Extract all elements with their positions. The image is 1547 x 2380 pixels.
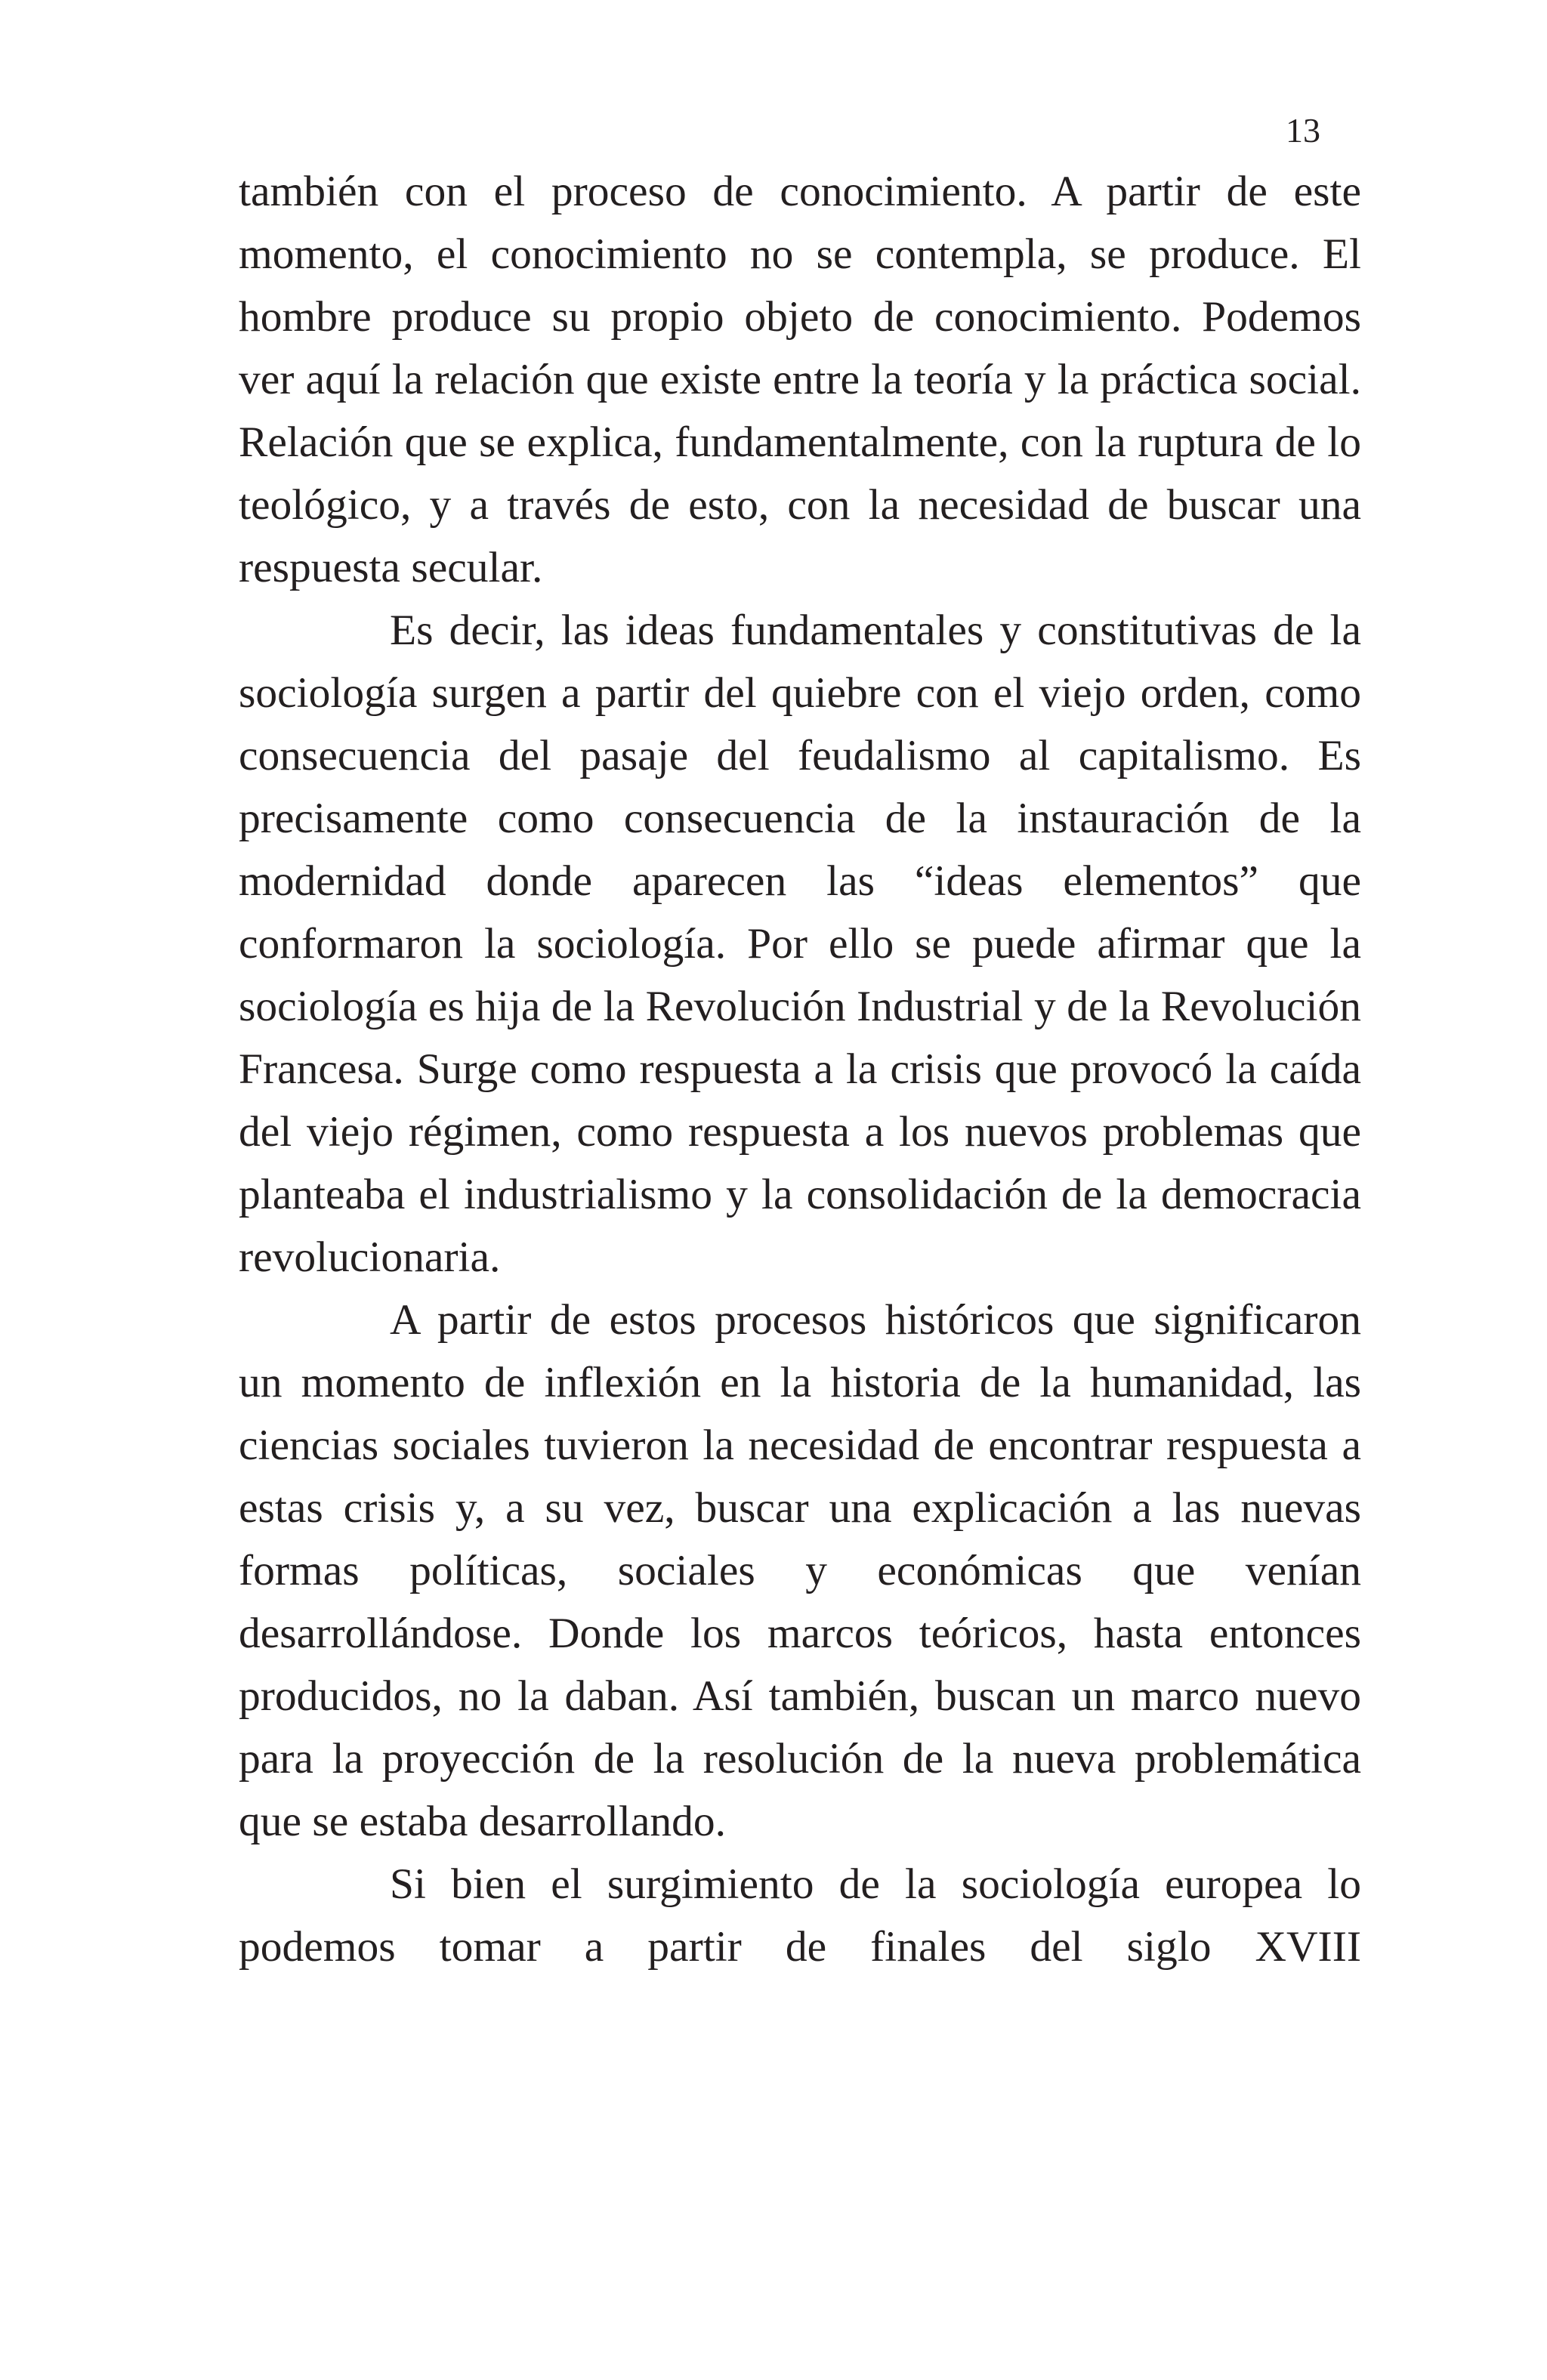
paragraph-4: Si bien el surgimiento de la sociología europea lo podemos tomar a partir de finales del siglo XVIII: [239, 1860, 1361, 1971]
page-number: 13: [1286, 111, 1320, 150]
paragraph-3: A partir de estos procesos históricos que significaron un momento de inflexión en la historia de la humanidad, las ciencias sociales tuvieron la necesidad de encontrar respuesta a estas crisis y, a su vez, buscar una explicación a las nuevas formas políticas, sociales y económicas que venían desarrollándose. Donde los marcos teóricos, hasta entonces producidos, no la daban. Así también, buscan un marco nuevo para la proyección de la resolución de la nueva problemática que se estaba desarrollando.: [239, 1296, 1361, 1845]
paragraph-1: también con el proceso de conocimiento. A partir de este momento, el conocimiento no se contempla, se produce. El hombre produce su propio objeto de conocimiento. Podemos ver aquí la relación que existe entre la teoría y la práctica social. Relación que se explica, fundamentalmente, con la ruptura de lo teológico, y a través de esto, con la necesidad de buscar una respuesta secular.: [239, 168, 1361, 591]
paragraph-2: Es decir, las ideas fundamentales y constitutivas de la sociología surgen a partir del quiebre con el viejo orden, como consecuencia del pasaje del feudalismo al capitalismo. Es precisamente como consecuencia de la instauración de la modernidad donde aparecen las “ideas elementos” que conformaron la sociología. Por ello se puede afirmar que la sociología es hija de la Revolución Industrial y de la Revolución Francesa. Surge como respuesta a la crisis que provocó la caída del viejo régimen, como respuesta a los nuevos problemas que planteaba el industrialismo y la consolidación de la democracia revolucionaria.: [239, 607, 1361, 1281]
body-text: [239, 160, 1361, 1978]
